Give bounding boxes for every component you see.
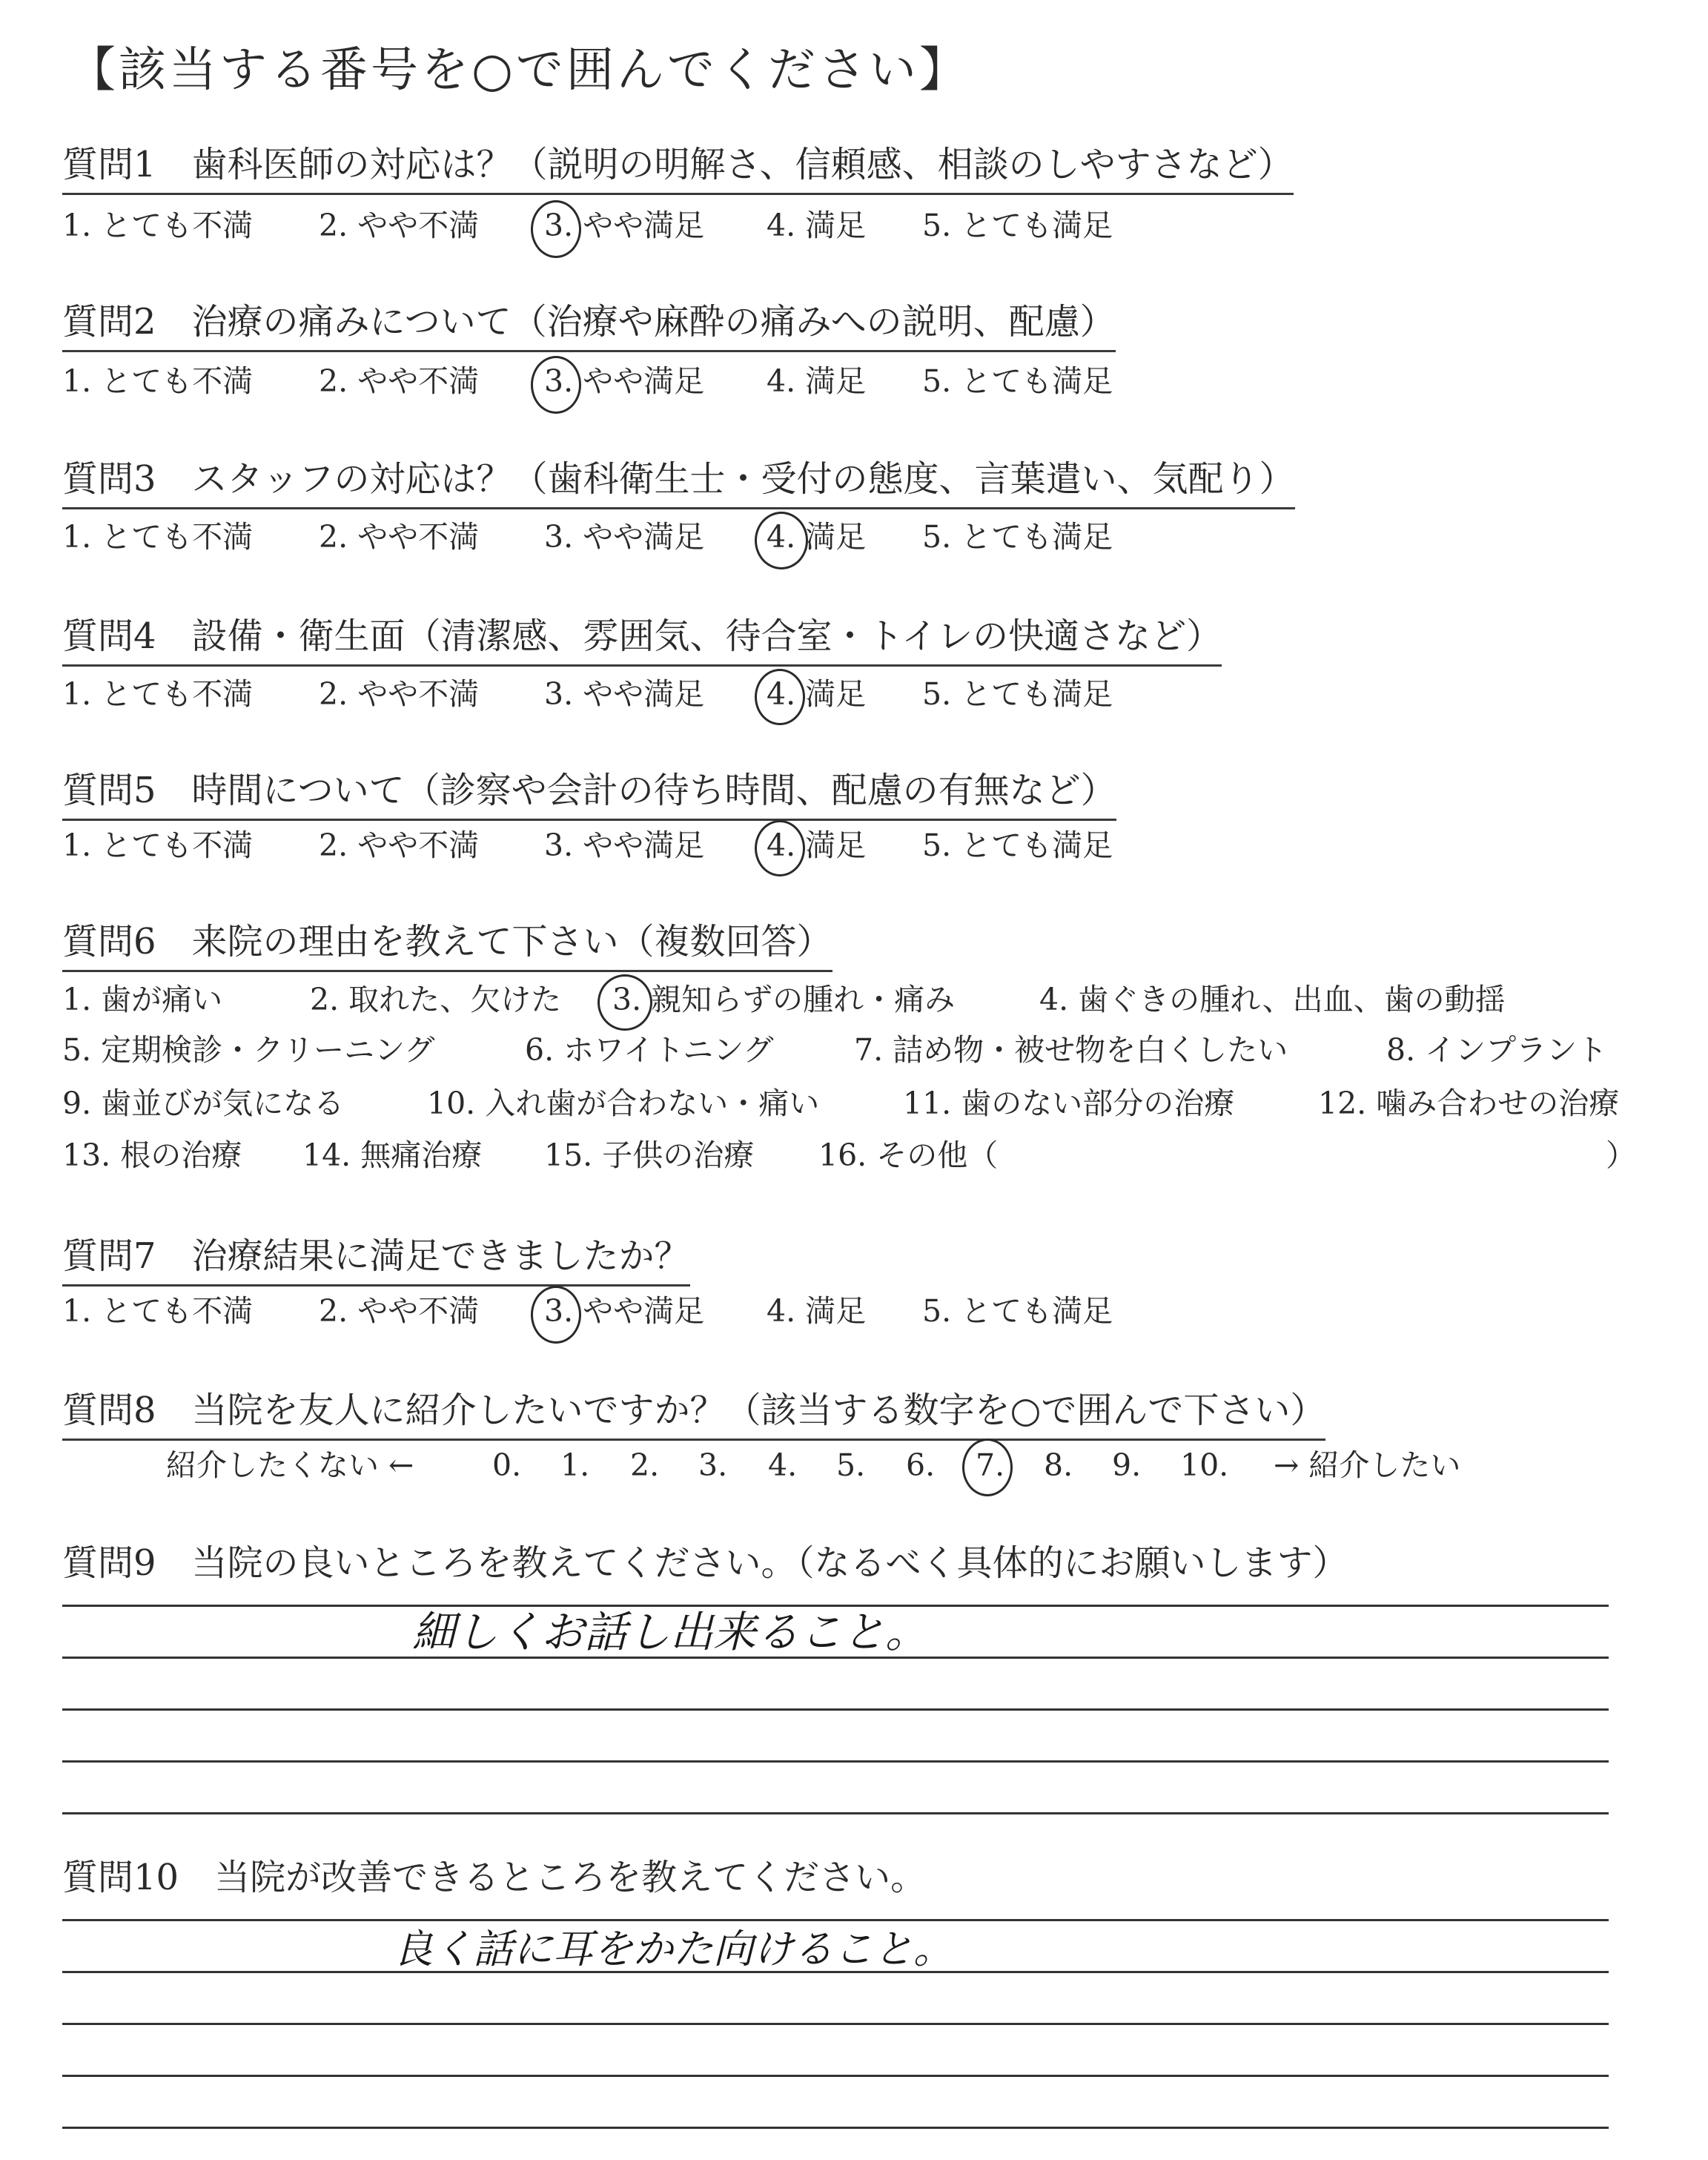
q7-selection-circle xyxy=(531,1286,581,1344)
q6-option-3[interactable]: 3. 親知らずの腫れ・痛み xyxy=(612,982,956,1017)
q6-option-8[interactable]: 8. インプラント xyxy=(1386,1032,1608,1068)
q6-option-9[interactable]: 9. 歯並びが気になる xyxy=(62,1086,345,1121)
q8-scale-9[interactable]: 9. xyxy=(1112,1447,1142,1483)
q4-option-5[interactable]: 5. とても満足 xyxy=(922,676,1113,712)
question-5-title: 質問5 時間について（診察や会計の待ち時間、配慮の有無など） xyxy=(62,767,1116,821)
q3-option-2[interactable]: 2. やや不満 xyxy=(319,519,480,555)
q4-option-1[interactable]: 1. とても不満 xyxy=(62,676,254,712)
answer-line xyxy=(62,1708,1609,1711)
q6-other-close-paren: ） xyxy=(1606,1137,1636,1173)
question-7-title: 質問7 治療結果に満足できましたか？ xyxy=(62,1232,690,1287)
question-10-title: 質問10 当院が改善できるところを教えてください。 xyxy=(62,1857,927,1898)
q6-option-1[interactable]: 1. 歯が痛い xyxy=(62,982,223,1017)
q7-option-5[interactable]: 5. とても満足 xyxy=(922,1293,1113,1329)
q9-handwritten-answer: 細しくお話し出来ること。 xyxy=(412,1607,929,1657)
q3-option-1[interactable]: 1. とても不満 xyxy=(62,519,254,555)
q7-option-2[interactable]: 2. やや不満 xyxy=(319,1293,480,1329)
q8-scale-6[interactable]: 6. xyxy=(906,1447,936,1483)
answer-line xyxy=(62,1760,1609,1763)
q8-selection-circle xyxy=(962,1439,1013,1496)
question-1-title: 質問1 歯科医師の対応は？（説明の明解さ、信頼感、相談のしやすさなど） xyxy=(62,141,1294,195)
q1-option-5[interactable]: 5. とても満足 xyxy=(922,208,1113,243)
q3-option-5[interactable]: 5. とても満足 xyxy=(922,519,1113,555)
q1-option-1[interactable]: 1. とても不満 xyxy=(62,208,254,243)
answer-line xyxy=(62,2075,1609,2077)
answer-line xyxy=(62,2023,1609,2025)
q5-selection-circle xyxy=(755,820,805,876)
question-9-title: 質問9 当院の良いところを教えてください。（なるべく具体的にお願いします） xyxy=(62,1542,1348,1584)
q2-option-5[interactable]: 5. とても満足 xyxy=(922,363,1113,399)
q8-scale-2[interactable]: 2. xyxy=(630,1447,660,1483)
q2-option-4[interactable]: 4. 満足 xyxy=(767,363,867,399)
q6-option-15[interactable]: 15. 子供の治療 xyxy=(544,1137,755,1173)
q4-option-3[interactable]: 3. やや満足 xyxy=(544,676,705,712)
q5-option-5[interactable]: 5. とても満足 xyxy=(922,828,1113,863)
question-8-title: 質問8 当院を友人に紹介したいですか？（該当する数字を○で囲んで下さい） xyxy=(62,1387,1325,1441)
answer-line xyxy=(62,2127,1609,2129)
question-3-title: 質問3 スタッフの対応は？（歯科衛生士・受付の態度、言葉遣い、気配り） xyxy=(62,455,1295,509)
q5-option-1[interactable]: 1. とても不満 xyxy=(62,828,254,863)
q6-option-2[interactable]: 2. 取れた、欠けた xyxy=(310,982,562,1017)
q6-selection-circle xyxy=(598,974,652,1031)
q4-option-2[interactable]: 2. やや不満 xyxy=(319,676,480,712)
q4-option-4[interactable]: 4. 満足 xyxy=(767,676,867,712)
question-2-title: 質問2 治療の痛みについて（治療や麻酔の痛みへの説明、配慮） xyxy=(62,298,1116,352)
q3-option-4[interactable]: 4. 満足 xyxy=(767,519,867,555)
q8-scale-1[interactable]: 1. xyxy=(560,1447,590,1483)
q8-scale-8[interactable]: 8. xyxy=(1044,1447,1073,1483)
q6-option-4[interactable]: 4. 歯ぐきの腫れ、出血、歯の動揺 xyxy=(1039,982,1506,1017)
q6-option-13[interactable]: 13. 根の治療 xyxy=(62,1137,242,1173)
q7-option-3[interactable]: 3. やや満足 xyxy=(544,1293,705,1329)
q3-option-3[interactable]: 3. やや満足 xyxy=(544,519,705,555)
q6-option-6[interactable]: 6. ホワイトニング xyxy=(525,1032,774,1068)
q8-scale-4[interactable]: 4. xyxy=(768,1447,798,1483)
q6-option-11[interactable]: 11. 歯のない部分の治療 xyxy=(903,1086,1235,1121)
q8-left-label: 紹介したくない ← xyxy=(166,1447,414,1483)
q1-option-4[interactable]: 4. 満足 xyxy=(767,208,867,243)
q8-scale-10[interactable]: 10. xyxy=(1180,1447,1229,1483)
answer-line xyxy=(62,1812,1609,1814)
question-6-title: 質問6 来院の理由を教えて下さい（複数回答） xyxy=(62,918,833,972)
q2-option-1[interactable]: 1. とても不満 xyxy=(62,363,254,399)
q4-selection-circle xyxy=(755,669,805,725)
q5-option-2[interactable]: 2. やや不満 xyxy=(319,828,480,863)
q1-option-2[interactable]: 2. やや不満 xyxy=(319,208,480,243)
q6-option-10[interactable]: 10. 入れ歯が合わない・痛い xyxy=(427,1086,820,1121)
q2-option-3[interactable]: 3. やや満足 xyxy=(544,363,705,399)
q1-selection-circle xyxy=(531,200,581,258)
q8-scale-0[interactable]: 0. xyxy=(492,1447,522,1483)
q2-selection-circle xyxy=(531,356,581,414)
q6-option-5[interactable]: 5. 定期検診・クリーニング xyxy=(62,1032,435,1068)
q6-option-12[interactable]: 12. 噛み合わせの治療 xyxy=(1318,1086,1620,1121)
q6-option-14[interactable]: 14. 無痛治療 xyxy=(302,1137,483,1173)
answer-line xyxy=(62,1919,1609,1921)
q7-option-4[interactable]: 4. 満足 xyxy=(767,1293,867,1329)
question-4-title: 質問4 設備・衛生面（清潔感、雰囲気、待合室・トイレの快適さなど） xyxy=(62,612,1222,667)
page-title: 【該当する番号を○で囲んでください】 xyxy=(68,43,970,98)
q10-handwritten-answer: 良く話に耳をかた向けること。 xyxy=(393,1926,953,1972)
q8-scale-3[interactable]: 3. xyxy=(698,1447,728,1483)
q8-scale-5[interactable]: 5. xyxy=(836,1447,866,1483)
q5-option-4[interactable]: 4. 満足 xyxy=(767,828,867,863)
q6-option-16[interactable]: 16. その他（ xyxy=(818,1137,999,1173)
q6-option-7[interactable]: 7. 詰め物・被せ物を白くしたい xyxy=(854,1032,1288,1068)
q8-right-label: → 紹介したい xyxy=(1274,1447,1461,1483)
q3-selection-circle xyxy=(755,512,808,569)
q7-option-1[interactable]: 1. とても不満 xyxy=(62,1293,254,1329)
q1-option-3[interactable]: 3. やや満足 xyxy=(544,208,705,243)
q2-option-2[interactable]: 2. やや不満 xyxy=(319,363,480,399)
q8-scale-7[interactable]: 7. xyxy=(976,1447,1005,1483)
q5-option-3[interactable]: 3. やや満足 xyxy=(544,828,705,863)
